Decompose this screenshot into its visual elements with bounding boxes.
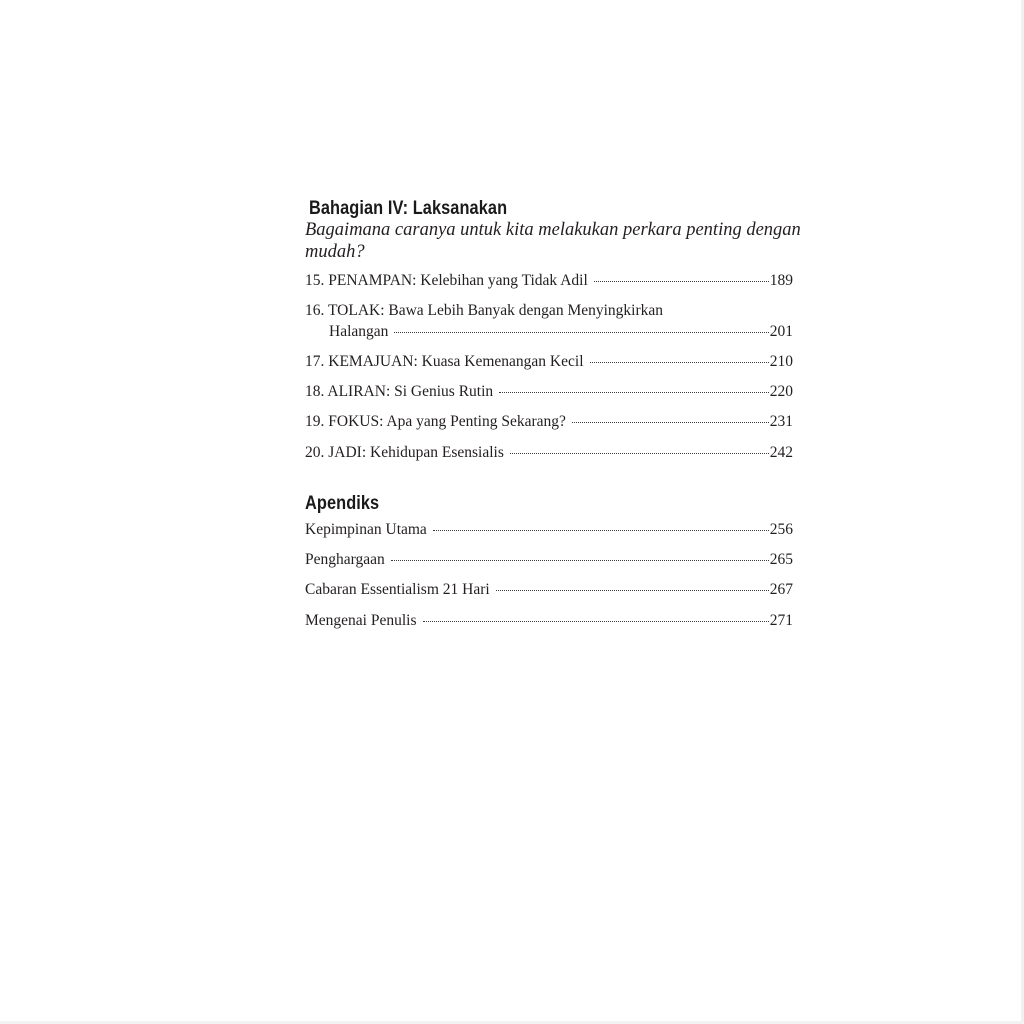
toc-entry[interactable] <box>305 413 793 433</box>
part-subtitle-line-2: mudah? <box>305 242 365 262</box>
appendix-heading: Apendiks <box>305 493 380 514</box>
dot-leader <box>594 281 769 282</box>
dot-leader <box>394 332 768 333</box>
dot-leader <box>510 453 769 454</box>
dot-leader <box>433 530 769 531</box>
toc-entry[interactable] <box>305 272 793 292</box>
toc-entry-label: Mengenai Penulis <box>305 612 417 629</box>
toc-entry-label: 18. ALIRAN: Si Genius Rutin <box>305 383 494 400</box>
toc-entry-label: Halangan <box>329 323 389 340</box>
toc-entry-page: 201 <box>769 323 793 340</box>
toc-entry-page: 242 <box>769 444 793 461</box>
part-subtitle-line-1: Bagaimana caranya untuk kita melakukan perkara penting dengan <box>305 220 801 240</box>
toc-entry-page: 265 <box>769 551 793 568</box>
dot-leader <box>423 621 769 622</box>
dot-leader <box>499 392 769 393</box>
toc-entry[interactable] <box>305 551 793 571</box>
toc-entry-label: Kepimpinan Utama <box>305 521 427 538</box>
toc-entry[interactable] <box>305 612 793 632</box>
dot-leader <box>391 560 769 561</box>
dot-leader <box>496 590 769 591</box>
toc-entry-label: 15. PENAMPAN: Kelebihan yang Tidak Adil <box>305 272 588 289</box>
dot-leader <box>590 362 769 363</box>
toc-entry-label: Cabaran Essentialism 21 Hari <box>305 581 490 598</box>
part-heading: Bahagian IV: Laksanakan <box>309 198 508 219</box>
toc-entry[interactable] <box>305 383 793 403</box>
toc-entry[interactable] <box>305 444 793 464</box>
toc-entry-page: 271 <box>769 612 793 629</box>
toc-entry-label: Penghargaan <box>305 551 385 568</box>
toc-entry-page: 231 <box>769 413 793 430</box>
toc-entry-label: 20. JADI: Kehidupan Esensialis <box>305 444 504 461</box>
toc-entry-page: 210 <box>769 353 793 370</box>
dot-leader <box>572 422 769 423</box>
toc-entry-label: 19. FOKUS: Apa yang Penting Sekarang? <box>305 413 566 430</box>
toc-entry-label: 17. KEMAJUAN: Kuasa Kemenangan Kecil <box>305 353 584 370</box>
toc-entry-page: 267 <box>769 581 793 598</box>
toc-entry-page: 256 <box>769 521 793 538</box>
toc-entry-page: 220 <box>769 383 793 400</box>
toc-entry[interactable] <box>305 521 793 541</box>
toc-entry[interactable] <box>305 581 793 601</box>
toc-entry-label-line-1[interactable]: 16. TOLAK: Bawa Lebih Banyak dengan Menyingkirkan <box>305 302 664 319</box>
toc-entry[interactable] <box>305 353 793 373</box>
toc-entry-page: 189 <box>769 272 793 289</box>
toc-entry[interactable] <box>329 323 793 343</box>
